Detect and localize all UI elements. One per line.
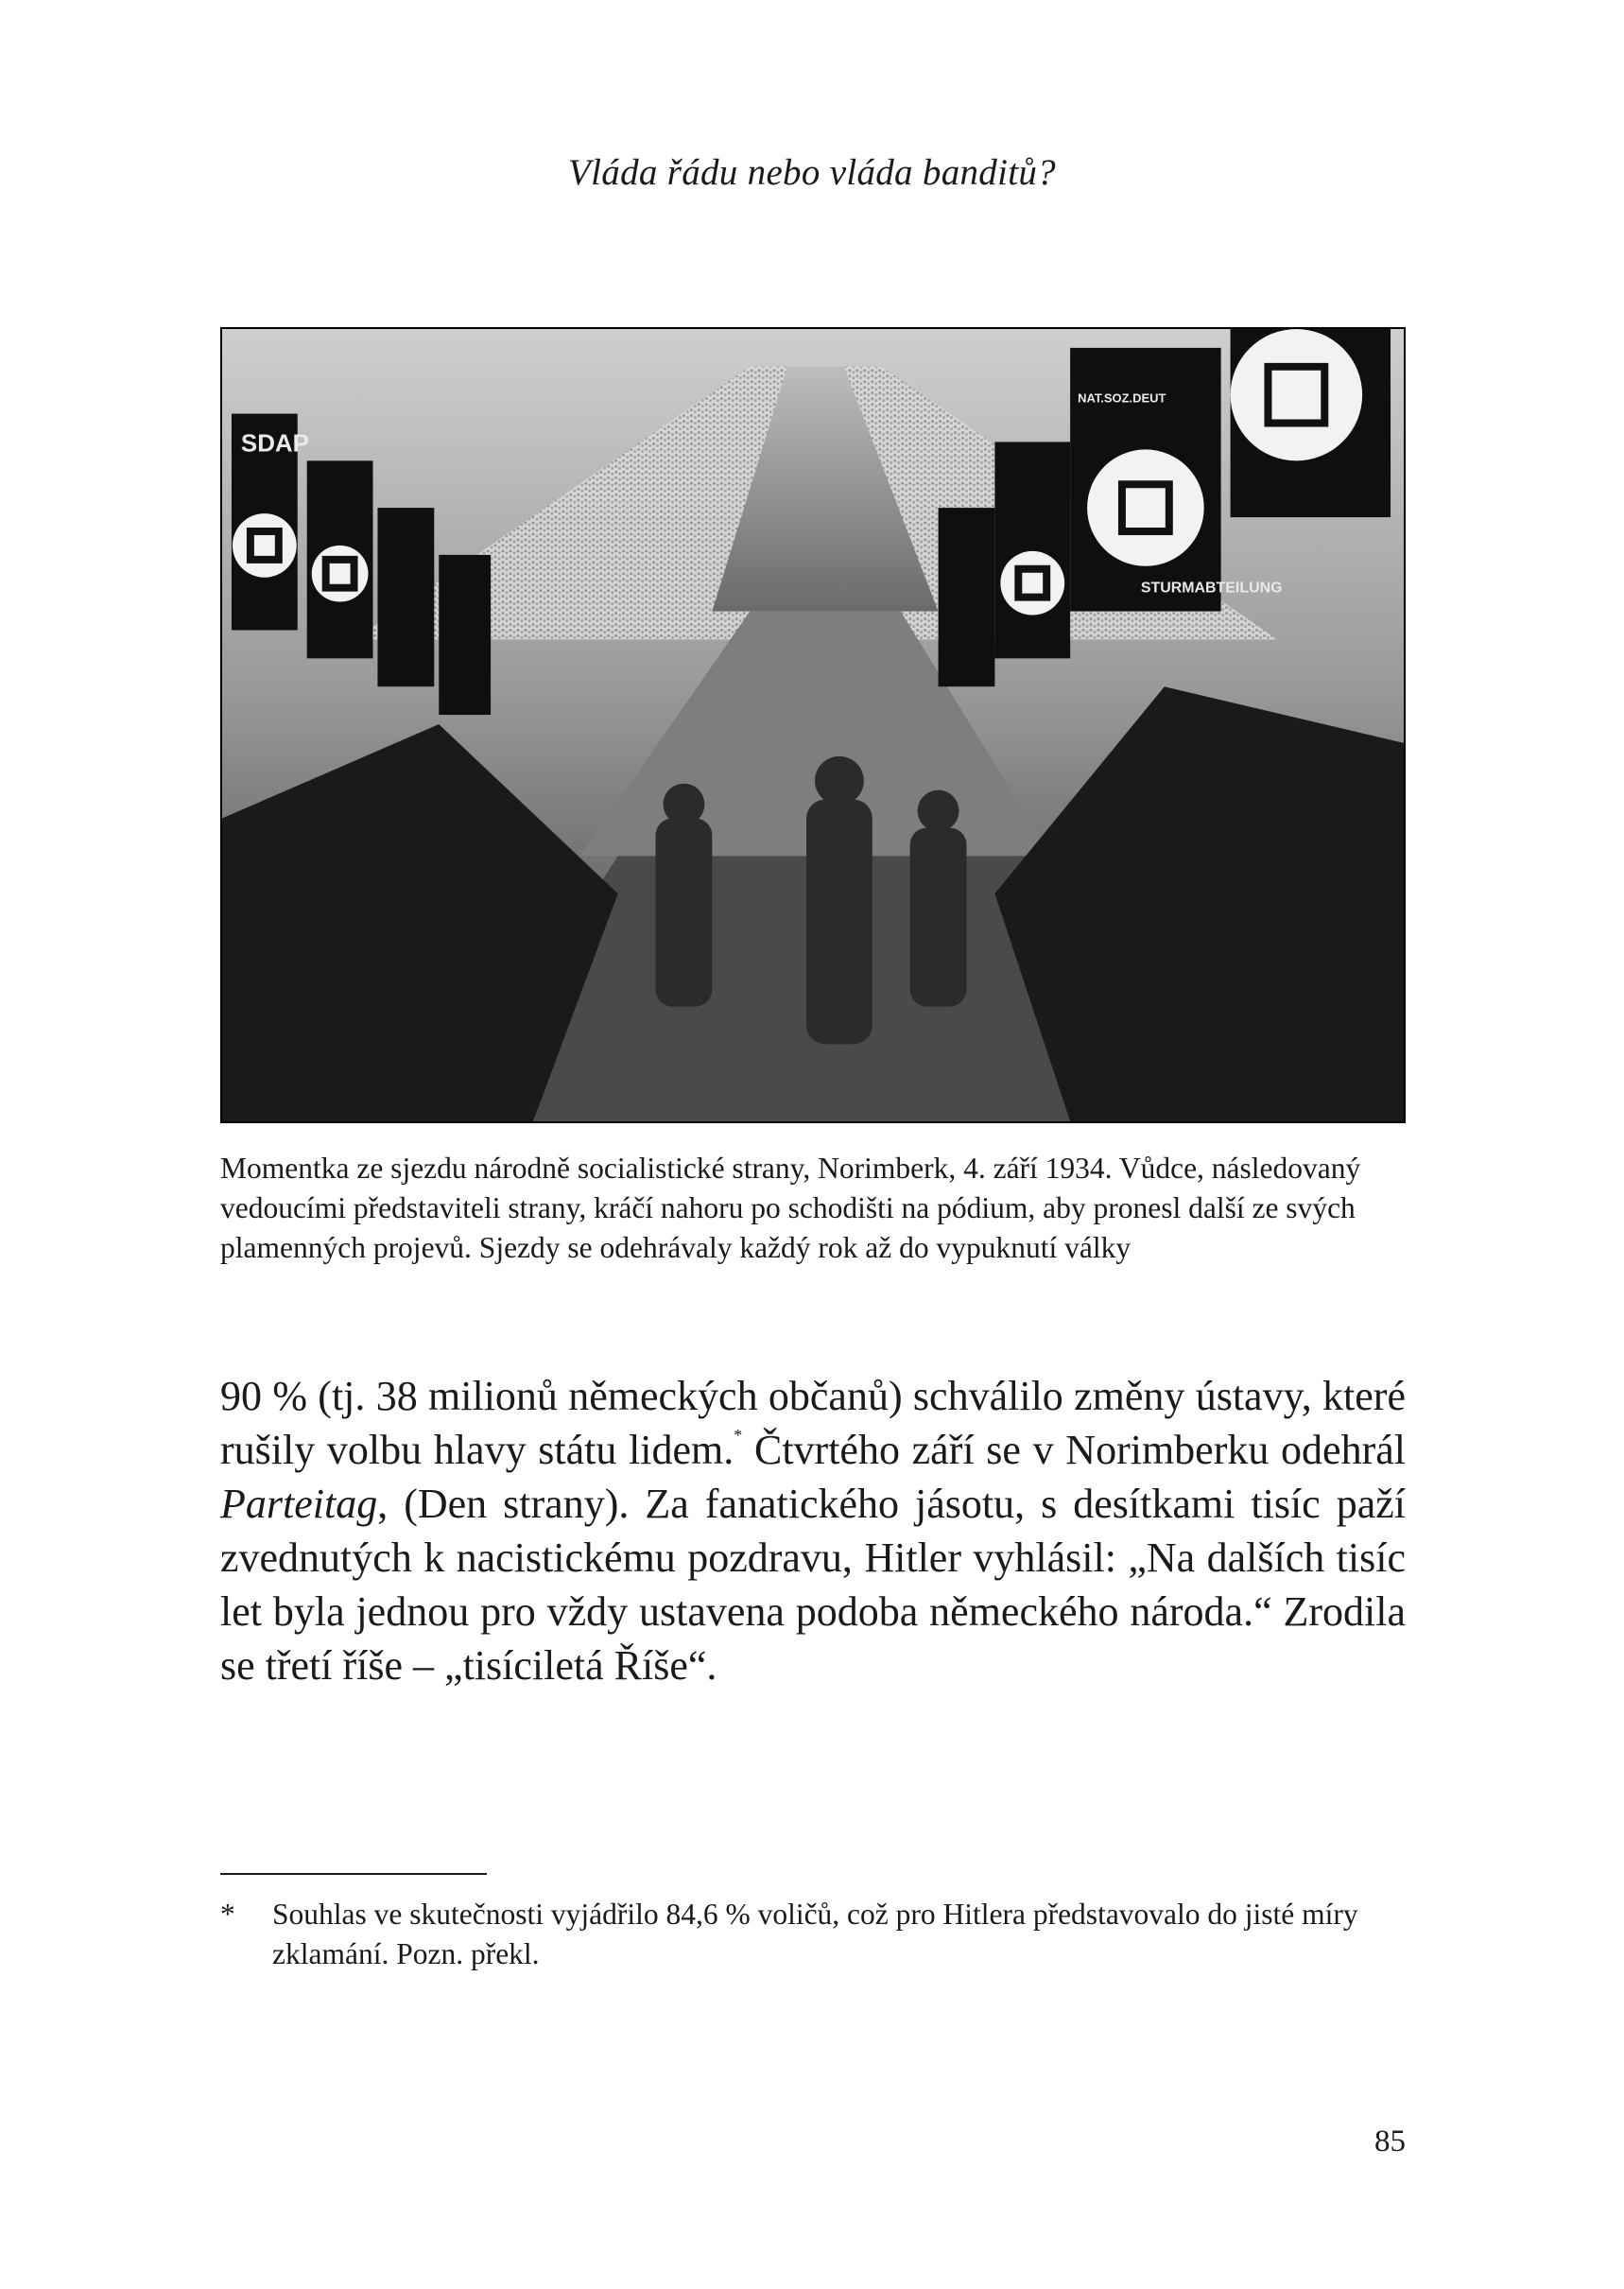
italic-term: Parteitag (220, 1481, 378, 1527)
footnote (220, 1895, 1406, 1974)
figure-caption: Momentka ze sjezdu národně socialistické strany, Norimberk, 4. září 1934. Vůdce, následovaný vedoucími představiteli strany, kráčí nahoru po schodišti na pódium, aby pronesl další ze svých plamenných projevů. Sjezdy se odehrávaly každý rok až do vypuknutí války (220, 1152, 1361, 1264)
flag-text-sdap: SDAP (240, 430, 309, 458)
footnote-divider (220, 1873, 487, 1875)
page-number: 85 (1374, 2124, 1406, 2159)
flag-text-natsoz: NAT.SOZ.DEUT (1078, 390, 1166, 406)
body-text-part1: 90 % (tj. 38 milionů německých občanů) schválilo změny ústavy, které rušily volbu hlavy státu lidem. (220, 1373, 1406, 1473)
body-text-part3: , (Den strany). Za fanatického jásotu, s desítkami tisíc paží zvednutých k nacistickému pozdravu, Hitler vyhlásil: „Na dalších tisíc let byla jednou pro vždy ustavena podoba německého národa.“ Zrodila se třetí říše – „tisíciletá Říše“. (220, 1481, 1406, 1689)
footnote-reference: * (734, 1426, 743, 1445)
body-text-part2: Čtvrtého září se v Norimberku odehrál (742, 1427, 1406, 1473)
historical-photograph (220, 327, 1406, 1123)
flag-text-sturmabteilung: STURMABTEILUNG (1140, 580, 1283, 597)
running-title: Vláda řádu nebo vláda banditů? (568, 152, 1056, 193)
footnote-text: Souhlas ve skutečnosti vyjádřilo 84,6 % voličů, což pro Hitlera představovalo do jisté míry zklamání. Pozn. překl. (272, 1898, 1358, 1970)
body-paragraph (220, 1369, 1406, 1692)
footnote-marker: * (220, 1898, 235, 1931)
